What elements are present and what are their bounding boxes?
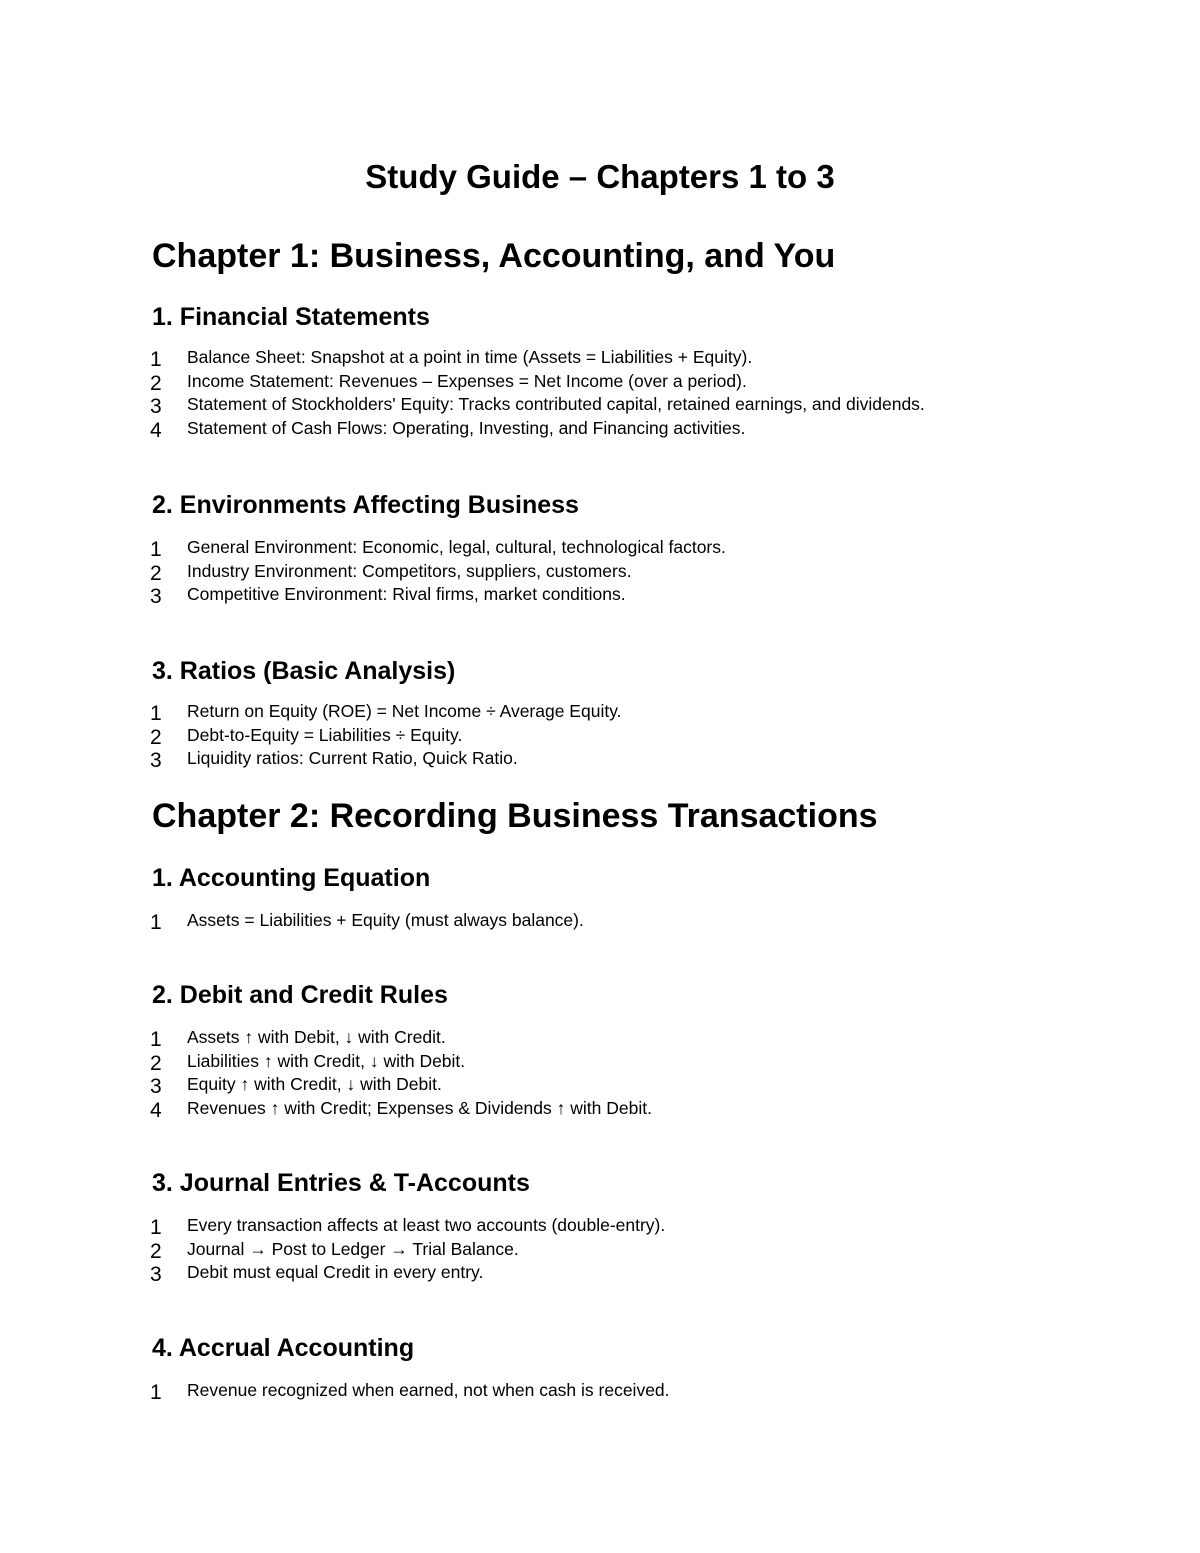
item-number: 3 [150,585,162,608]
item-number: 1 [150,702,162,725]
item-number: 3 [150,395,162,418]
item-text: Statement of Stockholders' Equity: Tracks contributed capital, retained earnings, and dividends. [187,394,925,414]
item-text: Journal → Post to Ledger → Trial Balance. [187,1238,519,1259]
item-text: Assets ↑ with Debit, ↓ with Credit. [187,1027,446,1047]
item-text: Industry Environment: Competitors, suppliers, customers. [187,560,632,581]
item-number: 1 [150,538,162,561]
item-text: Liabilities ↑ with Credit, ↓ with Debit. [187,1050,466,1071]
item-number: 1 [150,1216,162,1239]
section-environments-heading: 2. Environments Affecting Business [152,491,579,519]
item-number: 4 [150,418,162,442]
item-number: 1 [150,348,162,371]
section-ratios-heading: 3. Ratios (Basic Analysis) [152,657,456,685]
section-journal-entries-heading: 3. Journal Entries & T-Accounts [152,1169,530,1197]
item-number: 1 [150,1028,162,1051]
item-text: Competitive Environment: Rival firms, market conditions. [187,584,626,604]
item-text: Return on Equity (ROE) = Net Income ÷ Average Equity. [187,701,622,721]
item-text: Every transaction affects at least two accounts (double-entry). [187,1215,666,1235]
item-text: General Environment: Economic, legal, cultural, technological factors. [187,537,726,557]
item-number: 2 [150,561,162,585]
item-text: Statement of Cash Flows: Operating, Investing, and Financing activities. [187,417,746,438]
section-financial-statements-heading: 1. Financial Statements [152,303,430,331]
item-text: Debit must equal Credit in every entry. [187,1262,484,1282]
item-text: Revenues ↑ with Credit; Expenses & Dividends ↑ with Debit. [187,1097,652,1118]
item-number: 1 [150,1381,162,1404]
item-number: 3 [150,1075,162,1098]
item-number: 2 [150,1239,162,1263]
item-number: 2 [150,1051,162,1075]
item-number: 1 [150,911,162,934]
document-title: Study Guide – Chapters 1 to 3 [365,158,835,195]
item-text: Balance Sheet: Snapshot at a point in time (Assets = Liabilities + Equity). [187,347,753,367]
item-text: Debt-to-Equity = Liabilities ÷ Equity. [187,724,463,745]
item-number: 2 [150,725,162,749]
item-number: 2 [150,371,162,395]
section-debit-credit-heading: 2. Debit and Credit Rules [152,981,448,1009]
item-text: Income Statement: Revenues – Expenses = Net Income (over a period). [187,370,747,391]
chapter-1-title: Chapter 1: Business, Accounting, and You [152,237,836,275]
section-accrual-accounting-heading: 4. Accrual Accounting [152,1334,415,1362]
item-text: Liquidity ratios: Current Ratio, Quick Ratio. [187,748,518,768]
item-number: 3 [150,749,162,772]
item-text: Assets = Liabilities + Equity (must always balance). [187,910,584,930]
section-accounting-equation-heading: 1. Accounting Equation [152,864,431,892]
item-number: 4 [150,1098,162,1122]
chapter-2-title: Chapter 2: Recording Business Transactions [152,797,878,835]
item-text: Revenue recognized when earned, not when cash is received. [187,1380,670,1400]
item-number: 3 [150,1263,162,1286]
item-text: Equity ↑ with Credit, ↓ with Debit. [187,1074,442,1094]
